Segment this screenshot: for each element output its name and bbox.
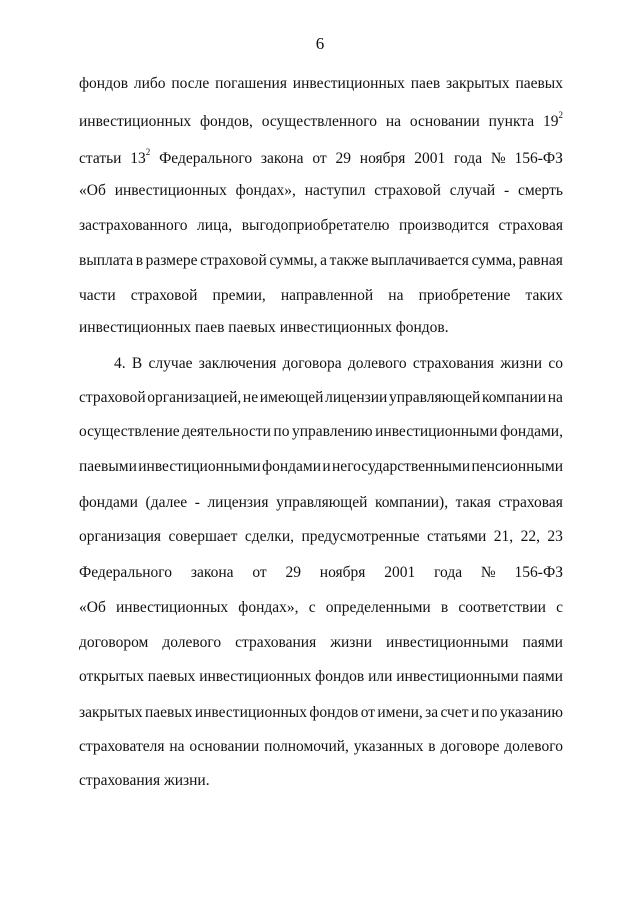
word: указанию [499, 704, 563, 721]
word: 29 [285, 564, 301, 581]
word: ноября [319, 564, 366, 581]
word: 2001 [414, 150, 446, 167]
word: 156-ФЗ [514, 150, 563, 167]
text-line [79, 285, 563, 307]
word: выплачивается [370, 252, 469, 269]
word: сумма, [471, 252, 517, 269]
word: $13^2$ [130, 146, 151, 167]
word: таких [525, 287, 563, 304]
word: «Об [79, 182, 106, 199]
word: инвестиционных [292, 75, 405, 92]
word: определенными [325, 599, 431, 616]
word: выгодоприобретателю [241, 217, 390, 234]
word: фондах», [238, 599, 299, 616]
word: равная [518, 252, 563, 269]
word: направленной [280, 287, 374, 304]
word: и [322, 458, 331, 475]
superscript: 2 [558, 109, 563, 120]
word: выплата [79, 252, 134, 269]
word: компании [481, 389, 547, 406]
word: статьями [426, 528, 487, 545]
text-line [79, 526, 563, 548]
word: управлению [292, 423, 373, 440]
word: паями [522, 668, 563, 685]
word: также [329, 252, 369, 269]
word: Федерального [79, 564, 173, 581]
word: закрытых [445, 75, 510, 92]
word: от [252, 564, 267, 581]
word: закона [190, 564, 234, 581]
word: инвестиционных [79, 113, 192, 130]
word: фондов [79, 75, 129, 92]
word: паями [522, 634, 563, 651]
word: лицензия [207, 494, 269, 511]
text-line [79, 702, 563, 724]
word: 2001 [384, 564, 416, 581]
word: имеющей [259, 389, 324, 406]
word: соответствии [458, 599, 546, 616]
text-line: инвестиционных паев паевых инвестиционных фондов. [79, 319, 449, 336]
word: закрытых [79, 704, 143, 721]
word: на [385, 113, 401, 130]
word: инвестиционных [199, 668, 312, 685]
word: предусмотренные [301, 528, 420, 545]
word: и [470, 704, 480, 721]
word: суммы, [269, 252, 318, 269]
word: основании [409, 113, 480, 130]
text-line [79, 73, 563, 95]
word: на [169, 738, 185, 755]
word: случай [449, 182, 496, 199]
word: совершает [168, 528, 238, 545]
word: паевых [144, 704, 193, 721]
word: долевого [504, 738, 563, 755]
word: размере [145, 252, 198, 269]
word: приобретение [418, 287, 511, 304]
word: управляющей [388, 389, 481, 406]
word: закона [260, 150, 304, 167]
word: жизни [330, 634, 372, 651]
word: страхования [235, 634, 317, 651]
word: основании [189, 738, 260, 755]
word: 23 [547, 528, 563, 545]
word: фондами, [500, 423, 563, 440]
word: «Об [79, 599, 106, 616]
text-line [79, 562, 563, 584]
word: полномочий, [264, 738, 349, 755]
word: - [503, 182, 510, 199]
word: организацией, [147, 389, 242, 406]
word: от [312, 150, 327, 167]
word: инвестиционными [396, 668, 519, 685]
word: на [388, 287, 404, 304]
superscript: 2 [145, 146, 151, 157]
word: счет [440, 704, 469, 721]
word: инвестиционных [116, 599, 229, 616]
word: в [135, 252, 144, 269]
word: от [360, 704, 376, 721]
word: негосударственными [332, 458, 471, 475]
word: страховой [200, 252, 267, 269]
word: $19^2$ [543, 109, 563, 130]
word: сделки, [244, 528, 294, 545]
text-line [79, 597, 563, 619]
word: года [454, 150, 483, 167]
word: долевого [347, 355, 407, 372]
word: фондами [79, 494, 138, 511]
word: жизни [500, 355, 543, 372]
word: статьи [79, 150, 122, 167]
word: страхования [412, 355, 495, 372]
word: пенсионными [471, 458, 563, 475]
text-line [79, 215, 563, 237]
word: страховой [130, 287, 198, 304]
text-line [79, 148, 563, 170]
word: паев [410, 75, 441, 92]
word: года [434, 564, 463, 581]
word: смерть [517, 182, 563, 199]
word: наступил [304, 182, 366, 199]
word: 156-ФЗ [514, 564, 563, 581]
word: после [171, 75, 210, 92]
word: страхователя [79, 738, 165, 755]
word: застрахованного [79, 217, 188, 234]
word: лица, [197, 217, 233, 234]
word: за [425, 704, 439, 721]
word: с [308, 599, 316, 616]
word: со [548, 355, 563, 372]
word: осуществление [79, 423, 180, 440]
word: инвестиционными [375, 423, 498, 440]
word: указанных [353, 738, 424, 755]
text-line [79, 421, 563, 443]
word: пункта [488, 113, 535, 130]
word: погашения [215, 75, 287, 92]
word: (далее [145, 494, 188, 511]
word: фондов, [199, 113, 253, 130]
word: - [194, 494, 200, 511]
text-line [79, 632, 563, 654]
word: на [547, 389, 563, 406]
word: управляющей [276, 494, 368, 511]
text-line [79, 456, 563, 478]
word: осуществленного [261, 113, 377, 130]
word: В [131, 355, 143, 372]
word: либо [133, 75, 166, 92]
word: такая [455, 494, 491, 511]
word: лицензии [325, 389, 388, 406]
word: ноября [359, 150, 406, 167]
word: № [480, 564, 496, 581]
word: с [556, 599, 563, 616]
word: инвестиционных [194, 704, 307, 721]
word: инвестиционных [114, 182, 227, 199]
word: не [242, 389, 259, 406]
word: деятельности [182, 423, 271, 440]
word: 22, [520, 528, 540, 545]
word: паевых [147, 668, 196, 685]
word: 4. [114, 355, 126, 372]
word: производится [399, 217, 489, 234]
word: Федерального [159, 150, 253, 167]
word: инвестиционными [386, 634, 509, 651]
word: паевых [515, 75, 563, 92]
word: страховая [498, 494, 563, 511]
word: по [481, 704, 498, 721]
page-number: 6 [315, 34, 325, 53]
word: фондов [315, 668, 365, 685]
word: фондами [262, 458, 322, 475]
text-line [114, 353, 563, 375]
word: страховая [498, 217, 563, 234]
word: договором [79, 634, 149, 651]
word: компании), [374, 494, 449, 511]
word: инвестиционными [138, 458, 261, 475]
word: 21, [493, 528, 514, 545]
word: долевого [162, 634, 222, 651]
word: № [490, 150, 506, 167]
word: договоре [440, 738, 500, 755]
word: договора [282, 355, 342, 372]
text-line: страхования жизни. [79, 772, 210, 789]
word: открытых [79, 668, 144, 685]
word: фондов [309, 704, 359, 721]
word: или [368, 668, 393, 685]
word: 29 [335, 150, 351, 167]
word: в [440, 599, 449, 616]
word: страховой [79, 389, 146, 406]
word: премии, [212, 287, 266, 304]
word: в [428, 738, 436, 755]
word: по [273, 423, 290, 440]
text-line [79, 666, 563, 688]
word: части [79, 287, 116, 304]
word: имени, [377, 704, 423, 721]
word: паевыми [79, 458, 137, 475]
text-line [79, 736, 563, 758]
word: заключения [198, 355, 277, 372]
word: фондах», [235, 182, 296, 199]
word: случае [148, 355, 193, 372]
word: организация [79, 528, 162, 545]
word: а [320, 252, 327, 269]
text-line [79, 387, 563, 409]
text-line [79, 250, 563, 272]
text-line [79, 180, 563, 202]
text-line [79, 492, 563, 514]
text-line [79, 111, 563, 133]
word: страховой [374, 182, 441, 199]
